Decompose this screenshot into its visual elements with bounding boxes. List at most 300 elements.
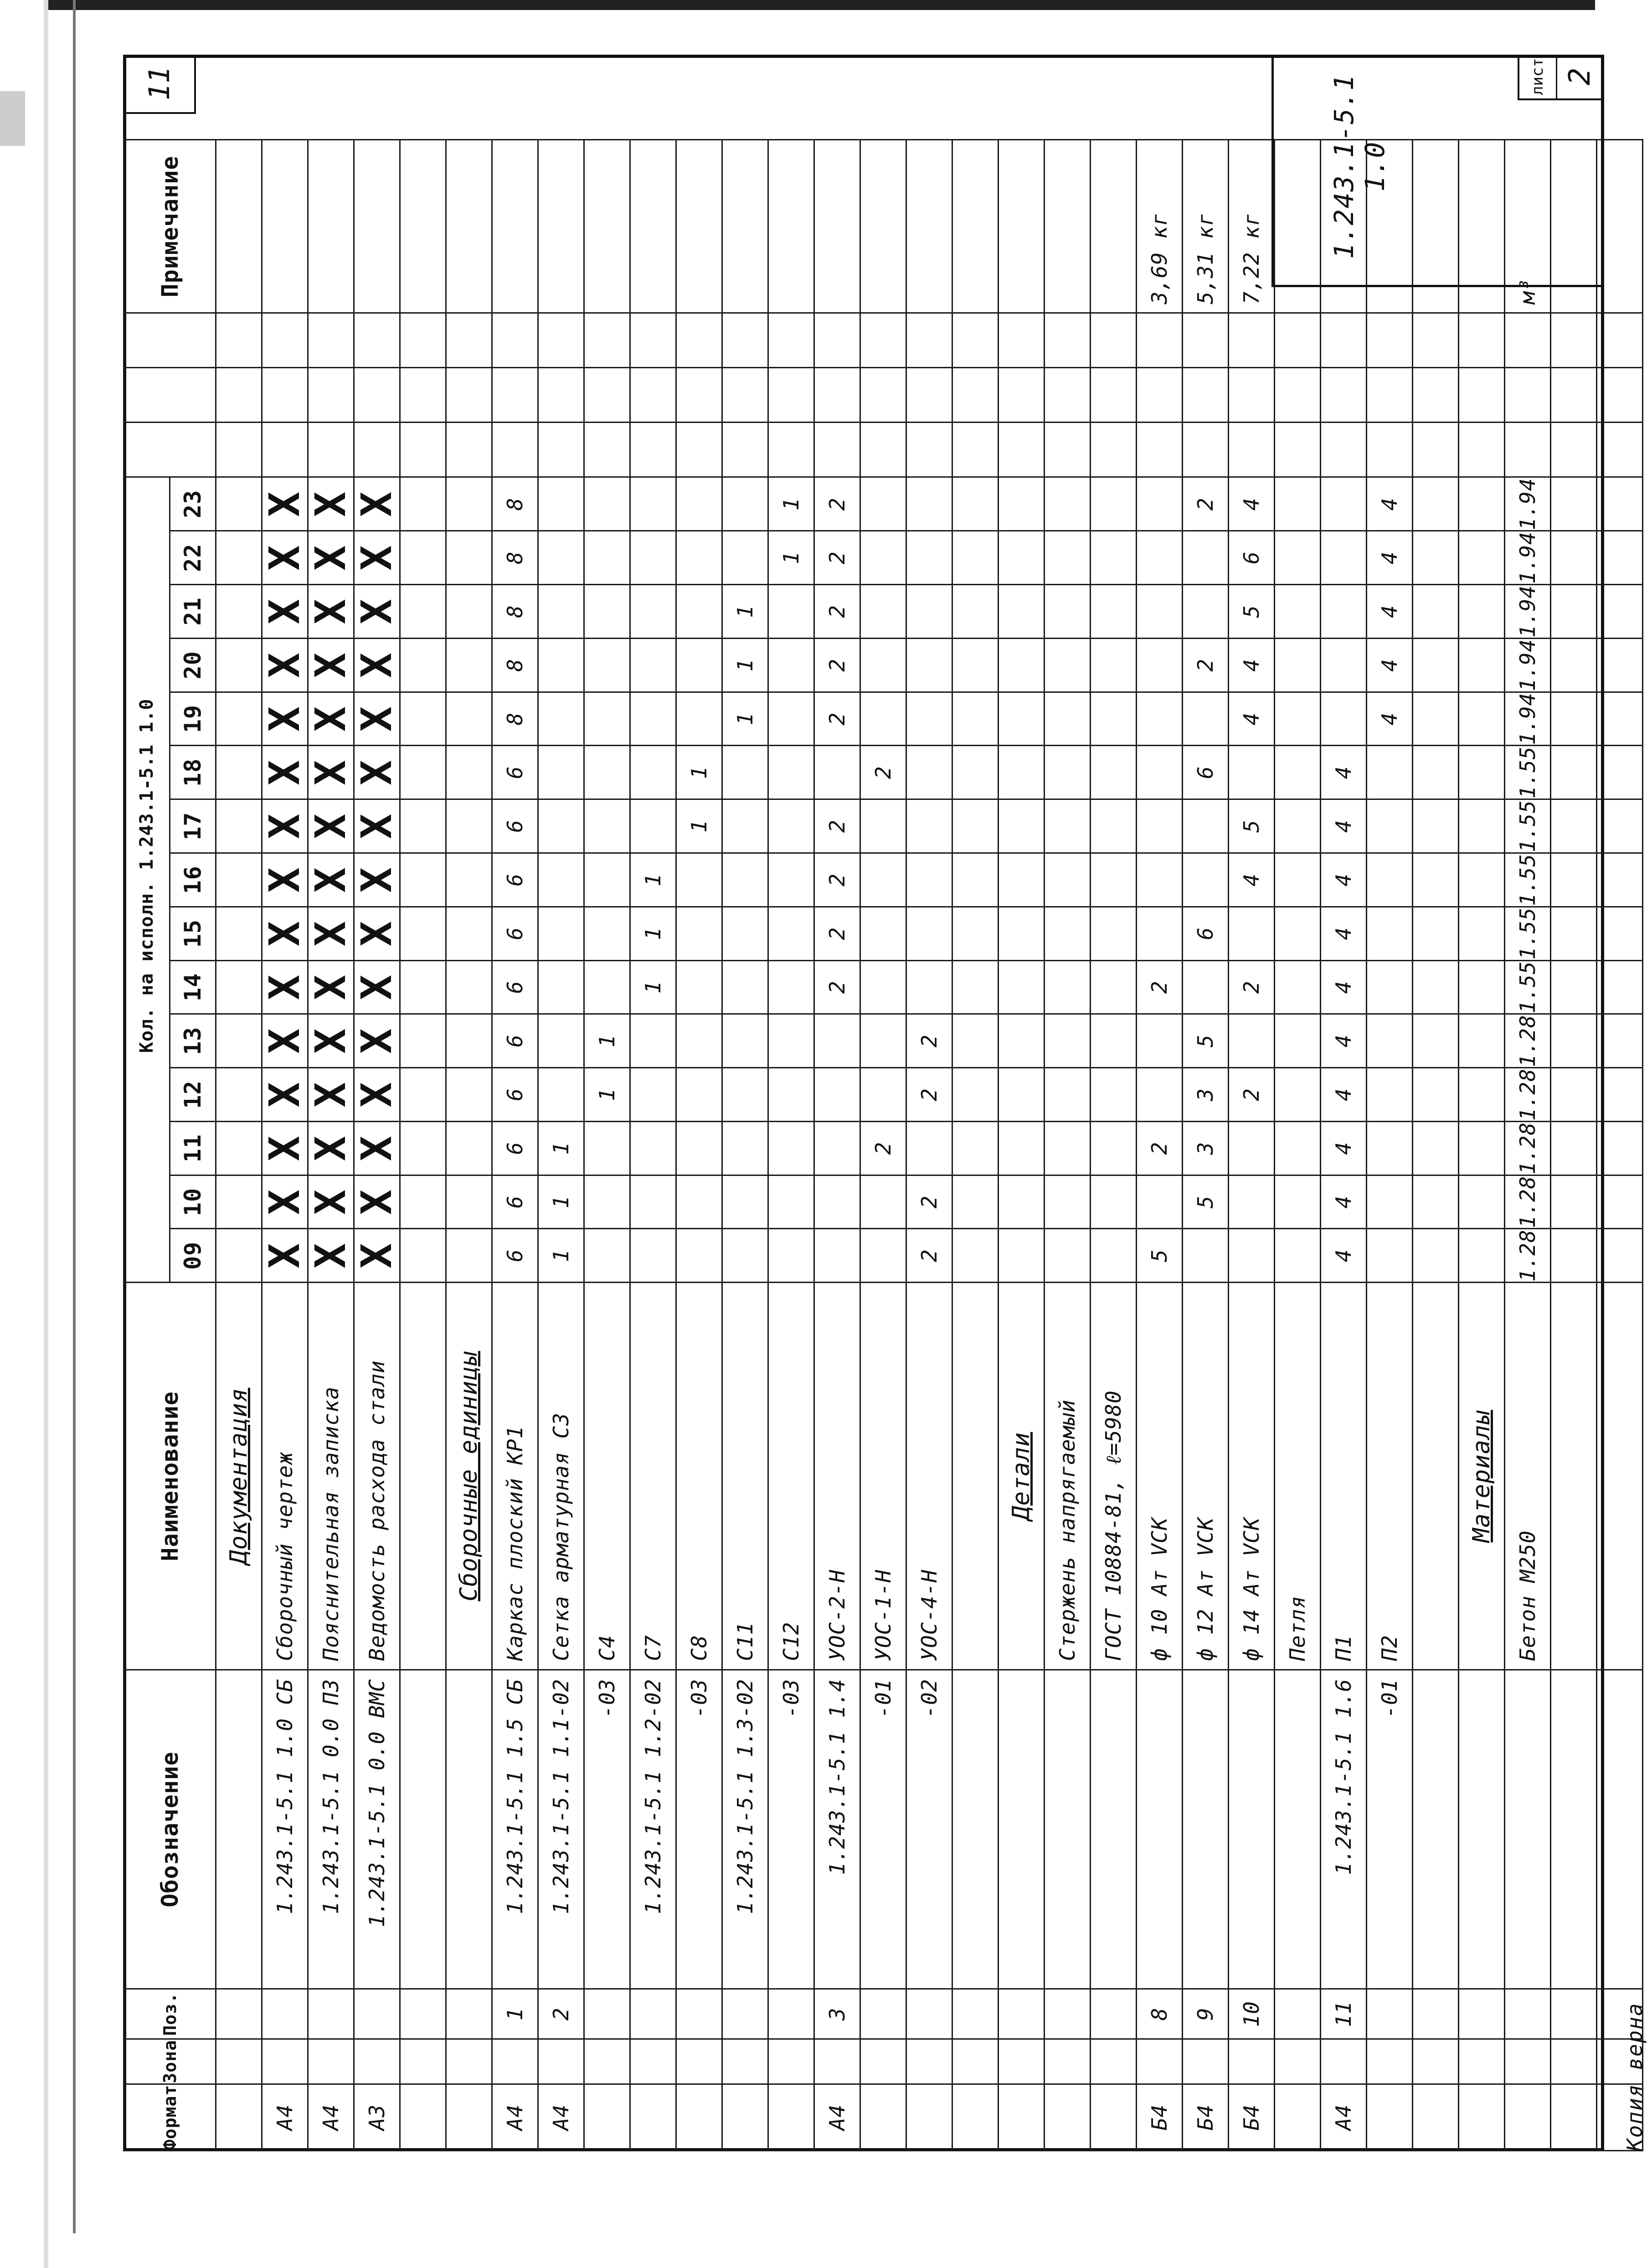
cell-format: А4 bbox=[262, 2084, 308, 2150]
cell-qty bbox=[538, 585, 584, 639]
cell-designation bbox=[446, 1670, 492, 1989]
cell-designation bbox=[1091, 1670, 1137, 1989]
cell-qty bbox=[1091, 907, 1137, 960]
cell-qty: X bbox=[354, 746, 400, 799]
cell-qty bbox=[860, 1014, 906, 1068]
cell-qty bbox=[446, 960, 492, 1014]
cell-pos: 3 bbox=[814, 1989, 860, 2039]
cell-qty: 2 bbox=[1229, 1068, 1275, 1122]
cell-extra bbox=[1137, 368, 1183, 423]
cell-qty bbox=[1597, 692, 1643, 746]
cell-qty bbox=[906, 1121, 952, 1175]
cell-qty: 4 bbox=[1321, 907, 1367, 960]
header-designation: Обозначение bbox=[124, 1670, 216, 1989]
cell-qty bbox=[722, 1121, 768, 1175]
cell-qty: 1 bbox=[722, 638, 768, 692]
cell-extra bbox=[1597, 313, 1643, 368]
cell-qty bbox=[584, 746, 630, 799]
cell-zone bbox=[1505, 2039, 1551, 2084]
cell-qty: 8 bbox=[492, 638, 538, 692]
cell-extra bbox=[768, 368, 814, 423]
variant-header: 16 bbox=[170, 853, 216, 907]
cell-qty bbox=[1551, 1068, 1597, 1122]
cell-qty: 2 bbox=[814, 853, 860, 907]
cell-qty: X bbox=[308, 960, 354, 1014]
sheet-label: лист bbox=[1519, 55, 1557, 98]
cell-designation bbox=[998, 1670, 1045, 1989]
cell-qty bbox=[1137, 746, 1183, 799]
cell-qty bbox=[216, 638, 262, 692]
cell-designation: 1.243.1-5.1 0.0 ПЗ bbox=[308, 1670, 354, 1989]
cell-qty bbox=[906, 638, 952, 692]
cell-designation bbox=[1413, 1670, 1459, 1989]
cell-qty: 1.94 bbox=[1505, 531, 1551, 585]
cell-extra bbox=[860, 313, 906, 368]
cell-format: Б4 bbox=[1137, 2084, 1183, 2150]
cell-qty: X bbox=[262, 960, 308, 1014]
cell-designation bbox=[1275, 1670, 1321, 1989]
cell-designation: 1.243.1-5.1 1.6 bbox=[1321, 1670, 1367, 1989]
cell-extra bbox=[446, 368, 492, 423]
table-row bbox=[1091, 140, 1137, 2151]
cell-designation bbox=[1597, 1670, 1643, 1989]
cell-qty bbox=[216, 1014, 262, 1068]
cell-qty bbox=[952, 799, 998, 853]
cell-qty bbox=[538, 746, 584, 799]
cell-extra bbox=[216, 313, 262, 368]
cell-qty bbox=[998, 1229, 1045, 1283]
cell-qty: 2 bbox=[906, 1014, 952, 1068]
cell-qty bbox=[584, 585, 630, 639]
cell-qty bbox=[630, 1014, 676, 1068]
cell-qty: X bbox=[308, 477, 354, 531]
cell-extra bbox=[860, 368, 906, 423]
cell-qty bbox=[768, 638, 814, 692]
cell-qty: X bbox=[262, 692, 308, 746]
cell-qty bbox=[400, 692, 446, 746]
cell-extra bbox=[906, 423, 952, 477]
cell-name: Ведомость расхода стали bbox=[354, 1283, 400, 1670]
cell-qty: 8 bbox=[492, 477, 538, 531]
table-row bbox=[1505, 140, 1551, 2151]
cell-qty bbox=[952, 960, 998, 1014]
cell-qty bbox=[1551, 799, 1597, 853]
cell-qty bbox=[216, 960, 262, 1014]
cell-qty bbox=[1413, 746, 1459, 799]
cell-qty bbox=[814, 1229, 860, 1283]
cell-extra bbox=[1229, 423, 1275, 477]
cell-qty: 6 bbox=[492, 1014, 538, 1068]
cell-qty bbox=[814, 1068, 860, 1122]
cell-designation: 1.243.1-5.1 1.1-02 bbox=[538, 1670, 584, 1989]
cell-qty bbox=[952, 638, 998, 692]
cell-format bbox=[1091, 2084, 1137, 2150]
cell-qty bbox=[1091, 1175, 1137, 1229]
cell-qty: 1 bbox=[676, 746, 722, 799]
cell-zone bbox=[216, 2039, 262, 2084]
cell-qty bbox=[216, 585, 262, 639]
cell-qty bbox=[906, 960, 952, 1014]
cell-qty bbox=[538, 531, 584, 585]
cell-qty: 4 bbox=[1229, 477, 1275, 531]
cell-extra bbox=[1321, 423, 1367, 477]
cell-qty: 6 bbox=[1229, 531, 1275, 585]
table-row bbox=[492, 140, 538, 2151]
cell-extra bbox=[1137, 313, 1183, 368]
table-row bbox=[584, 140, 630, 2151]
cell-qty bbox=[1275, 853, 1321, 907]
cell-qty bbox=[1045, 1121, 1091, 1175]
cell-qty bbox=[768, 799, 814, 853]
cell-qty bbox=[1229, 1229, 1275, 1283]
cell-qty bbox=[1413, 1229, 1459, 1283]
cell-qty: 1.28 bbox=[1505, 1175, 1551, 1229]
cell-designation: -03 bbox=[768, 1670, 814, 1989]
cell-qty bbox=[860, 907, 906, 960]
cell-qty bbox=[1321, 585, 1367, 639]
cell-format bbox=[1413, 2084, 1459, 2150]
cell-extra bbox=[308, 423, 354, 477]
cell-format bbox=[1459, 2084, 1505, 2150]
cell-designation: 1.243.1-5.1 1.0 СБ bbox=[262, 1670, 308, 1989]
cell-qty bbox=[676, 960, 722, 1014]
cell-zone bbox=[1551, 2039, 1597, 2084]
cell-qty: X bbox=[308, 1068, 354, 1122]
cell-qty bbox=[1367, 1121, 1413, 1175]
cell-name: П1 bbox=[1321, 1283, 1367, 1670]
cell-extra bbox=[1091, 313, 1137, 368]
cell-qty bbox=[1183, 1229, 1229, 1283]
cell-qty bbox=[676, 585, 722, 639]
header-name: Наименование bbox=[124, 1283, 216, 1670]
cell-name bbox=[952, 1283, 998, 1670]
copy-note: Копия верна bbox=[1622, 2002, 1647, 2151]
cell-pos bbox=[1551, 1989, 1597, 2039]
cell-qty bbox=[814, 1014, 860, 1068]
cell-qty bbox=[768, 692, 814, 746]
cell-extra bbox=[1045, 423, 1091, 477]
cell-qty bbox=[630, 585, 676, 639]
cell-qty bbox=[906, 907, 952, 960]
cell-qty bbox=[400, 1175, 446, 1229]
cell-zone bbox=[1459, 2039, 1505, 2084]
cell-qty bbox=[860, 638, 906, 692]
cell-qty: X bbox=[354, 799, 400, 853]
cell-qty: X bbox=[354, 585, 400, 639]
cell-qty: 4 bbox=[1321, 799, 1367, 853]
cell-extra bbox=[308, 313, 354, 368]
variant-header: 15 bbox=[170, 907, 216, 960]
cell-qty bbox=[400, 799, 446, 853]
cell-qty bbox=[906, 746, 952, 799]
cell-qty: X bbox=[354, 1175, 400, 1229]
cell-format bbox=[584, 2084, 630, 2150]
cell-qty bbox=[584, 853, 630, 907]
cell-qty bbox=[1091, 799, 1137, 853]
cell-extra bbox=[262, 368, 308, 423]
cell-qty bbox=[1413, 1121, 1459, 1175]
cell-qty: 4 bbox=[1321, 960, 1367, 1014]
cell-extra bbox=[1321, 368, 1367, 423]
cell-qty bbox=[584, 799, 630, 853]
cell-designation: -02 bbox=[906, 1670, 952, 1989]
cell-note bbox=[952, 140, 998, 313]
cell-qty bbox=[216, 907, 262, 960]
cell-qty bbox=[400, 1229, 446, 1283]
cell-note bbox=[722, 140, 768, 313]
cell-extra bbox=[538, 313, 584, 368]
cell-qty bbox=[584, 1121, 630, 1175]
cell-qty bbox=[998, 1068, 1045, 1122]
cell-qty: 8 bbox=[492, 531, 538, 585]
cell-qty bbox=[998, 799, 1045, 853]
cell-zone bbox=[630, 2039, 676, 2084]
table-row bbox=[1275, 140, 1321, 2151]
cell-qty bbox=[952, 585, 998, 639]
cell-qty bbox=[446, 1175, 492, 1229]
cell-qty bbox=[676, 692, 722, 746]
cell-qty bbox=[1459, 692, 1505, 746]
cell-qty bbox=[952, 746, 998, 799]
cell-qty: X bbox=[308, 1175, 354, 1229]
cell-qty: 1.28 bbox=[1505, 1014, 1551, 1068]
cell-qty bbox=[906, 799, 952, 853]
cell-pos bbox=[906, 1989, 952, 2039]
cell-format bbox=[676, 2084, 722, 2150]
cell-qty bbox=[1137, 799, 1183, 853]
cell-qty bbox=[446, 1121, 492, 1175]
cell-qty bbox=[1459, 638, 1505, 692]
cell-extra bbox=[1321, 313, 1367, 368]
cell-format bbox=[400, 2084, 446, 2150]
cell-name: Сборочный чертеж bbox=[262, 1283, 308, 1670]
cell-qty: 2 bbox=[906, 1229, 952, 1283]
cell-extra bbox=[722, 313, 768, 368]
cell-note: 5,31 кг bbox=[1183, 140, 1229, 313]
cell-qty bbox=[216, 799, 262, 853]
cell-qty: 2 bbox=[1183, 638, 1229, 692]
cell-qty bbox=[1137, 585, 1183, 639]
cell-pos bbox=[1275, 1989, 1321, 2039]
cell-qty bbox=[1597, 799, 1643, 853]
cell-zone bbox=[952, 2039, 998, 2084]
cell-qty bbox=[1459, 960, 1505, 1014]
cell-qty bbox=[814, 1175, 860, 1229]
cell-qty: 1.94 bbox=[1505, 477, 1551, 531]
cell-qty bbox=[1597, 907, 1643, 960]
cell-designation: 1.243.1-5.1 1.2-02 bbox=[630, 1670, 676, 1989]
cell-qty bbox=[538, 477, 584, 531]
cell-qty: 8 bbox=[492, 692, 538, 746]
cell-extra bbox=[262, 313, 308, 368]
cell-qty bbox=[998, 585, 1045, 639]
cell-qty bbox=[1459, 746, 1505, 799]
cell-qty bbox=[1551, 531, 1597, 585]
cell-zone bbox=[1321, 2039, 1367, 2084]
cell-format bbox=[1275, 2084, 1321, 2150]
cell-qty bbox=[1091, 746, 1137, 799]
cell-qty bbox=[1551, 585, 1597, 639]
cell-qty bbox=[1413, 907, 1459, 960]
cell-qty bbox=[1597, 1121, 1643, 1175]
cell-extra bbox=[1551, 313, 1597, 368]
cell-qty bbox=[1367, 1229, 1413, 1283]
cell-qty bbox=[952, 1175, 998, 1229]
cell-pos bbox=[446, 1989, 492, 2039]
cell-qty bbox=[998, 853, 1045, 907]
cell-note bbox=[308, 140, 354, 313]
cell-qty bbox=[1045, 1175, 1091, 1229]
cell-qty bbox=[676, 1121, 722, 1175]
cell-qty bbox=[1459, 799, 1505, 853]
cell-qty bbox=[1137, 692, 1183, 746]
cell-qty bbox=[1183, 531, 1229, 585]
cell-qty bbox=[1275, 585, 1321, 639]
cell-qty bbox=[722, 746, 768, 799]
cell-qty bbox=[768, 1175, 814, 1229]
table-row bbox=[1321, 140, 1367, 2151]
cell-qty: 4 bbox=[1367, 531, 1413, 585]
table-row bbox=[308, 140, 354, 2151]
cell-qty bbox=[1275, 960, 1321, 1014]
cell-qty bbox=[446, 1014, 492, 1068]
cell-name: Бетон М250 bbox=[1505, 1283, 1551, 1670]
cell-extra bbox=[1505, 368, 1551, 423]
cell-qty: X bbox=[354, 1229, 400, 1283]
cell-qty bbox=[400, 907, 446, 960]
cell-qty bbox=[584, 692, 630, 746]
cell-note bbox=[216, 140, 262, 313]
cell-format: А4 bbox=[492, 2084, 538, 2150]
cell-qty bbox=[998, 746, 1045, 799]
cell-name: С4 bbox=[584, 1283, 630, 1670]
cell-qty bbox=[1551, 1229, 1597, 1283]
cell-qty: 6 bbox=[1183, 907, 1229, 960]
cell-qty bbox=[998, 1121, 1045, 1175]
cell-qty bbox=[1137, 531, 1183, 585]
cell-zone bbox=[1275, 2039, 1321, 2084]
cell-extra bbox=[1045, 313, 1091, 368]
cell-qty bbox=[216, 692, 262, 746]
cell-qty: 6 bbox=[492, 1121, 538, 1175]
cell-extra bbox=[1229, 368, 1275, 423]
cell-qty: 1.55 bbox=[1505, 746, 1551, 799]
cell-qty: 2 bbox=[814, 638, 860, 692]
cell-note bbox=[262, 140, 308, 313]
cell-extra bbox=[676, 313, 722, 368]
table-row bbox=[722, 140, 768, 2151]
cell-qty: 2 bbox=[814, 531, 860, 585]
cell-extra bbox=[1413, 368, 1459, 423]
cell-qty: 4 bbox=[1229, 692, 1275, 746]
cell-qty bbox=[768, 1229, 814, 1283]
cell-qty bbox=[1413, 531, 1459, 585]
cell-qty: 1 bbox=[676, 799, 722, 853]
cell-extra bbox=[1229, 313, 1275, 368]
cell-extra bbox=[354, 368, 400, 423]
cell-extra bbox=[630, 368, 676, 423]
cell-qty: X bbox=[262, 746, 308, 799]
cell-format bbox=[630, 2084, 676, 2150]
cell-qty bbox=[1137, 638, 1183, 692]
cell-name bbox=[1551, 1283, 1597, 1670]
cell-qty bbox=[676, 1014, 722, 1068]
cell-qty: X bbox=[308, 1121, 354, 1175]
cell-qty bbox=[1367, 1014, 1413, 1068]
cell-qty bbox=[860, 1068, 906, 1122]
cell-qty bbox=[1367, 853, 1413, 907]
cell-designation: -01 bbox=[860, 1670, 906, 1989]
cell-pos bbox=[1045, 1989, 1091, 2039]
cell-qty: 5 bbox=[1183, 1014, 1229, 1068]
cell-zone bbox=[860, 2039, 906, 2084]
cell-pos: 1 bbox=[492, 1989, 538, 2039]
cell-format: Б4 bbox=[1183, 2084, 1229, 2150]
cell-qty: 2 bbox=[1137, 960, 1183, 1014]
table-row bbox=[1413, 140, 1459, 2151]
cell-qty: 2 bbox=[814, 477, 860, 531]
cell-qty bbox=[1275, 531, 1321, 585]
cell-zone bbox=[308, 2039, 354, 2084]
cell-format bbox=[446, 2084, 492, 2150]
cell-qty bbox=[998, 638, 1045, 692]
cell-qty: X bbox=[308, 585, 354, 639]
cell-qty bbox=[1597, 638, 1643, 692]
table-row bbox=[768, 140, 814, 2151]
cell-qty bbox=[1091, 531, 1137, 585]
table-row bbox=[400, 140, 446, 2151]
cell-extra bbox=[998, 423, 1045, 477]
cell-extra bbox=[492, 313, 538, 368]
cell-name bbox=[1597, 1283, 1643, 1670]
cell-qty: X bbox=[308, 853, 354, 907]
cell-qty: 2 bbox=[814, 799, 860, 853]
cell-extra bbox=[814, 423, 860, 477]
cell-extra bbox=[998, 313, 1045, 368]
cell-extra bbox=[1551, 423, 1597, 477]
cell-extra bbox=[768, 313, 814, 368]
cell-extra bbox=[1459, 423, 1505, 477]
cell-pos: 9 bbox=[1183, 1989, 1229, 2039]
cell-qty: 6 bbox=[492, 799, 538, 853]
cell-qty: 5 bbox=[1229, 799, 1275, 853]
cell-extra bbox=[906, 313, 952, 368]
cell-pos bbox=[354, 1989, 400, 2039]
cell-pos bbox=[400, 1989, 446, 2039]
cell-qty bbox=[446, 692, 492, 746]
cell-qty bbox=[1459, 853, 1505, 907]
cell-format bbox=[998, 2084, 1045, 2150]
cell-extra bbox=[1183, 313, 1229, 368]
cell-extra bbox=[492, 368, 538, 423]
cell-qty bbox=[1091, 1229, 1137, 1283]
cell-extra bbox=[446, 313, 492, 368]
cell-qty bbox=[1551, 692, 1597, 746]
header-zone: Зона bbox=[124, 2039, 216, 2084]
cell-qty bbox=[1413, 638, 1459, 692]
cell-qty bbox=[860, 692, 906, 746]
cell-qty bbox=[630, 531, 676, 585]
cell-designation bbox=[1045, 1670, 1091, 1989]
cell-qty bbox=[1597, 1175, 1643, 1229]
table-row bbox=[860, 140, 906, 2151]
cell-qty bbox=[216, 1121, 262, 1175]
cell-zone bbox=[814, 2039, 860, 2084]
cell-qty: 4 bbox=[1321, 1014, 1367, 1068]
cell-qty bbox=[1183, 585, 1229, 639]
cell-qty: 1 bbox=[538, 1121, 584, 1175]
variant-header: 23 bbox=[170, 477, 216, 531]
